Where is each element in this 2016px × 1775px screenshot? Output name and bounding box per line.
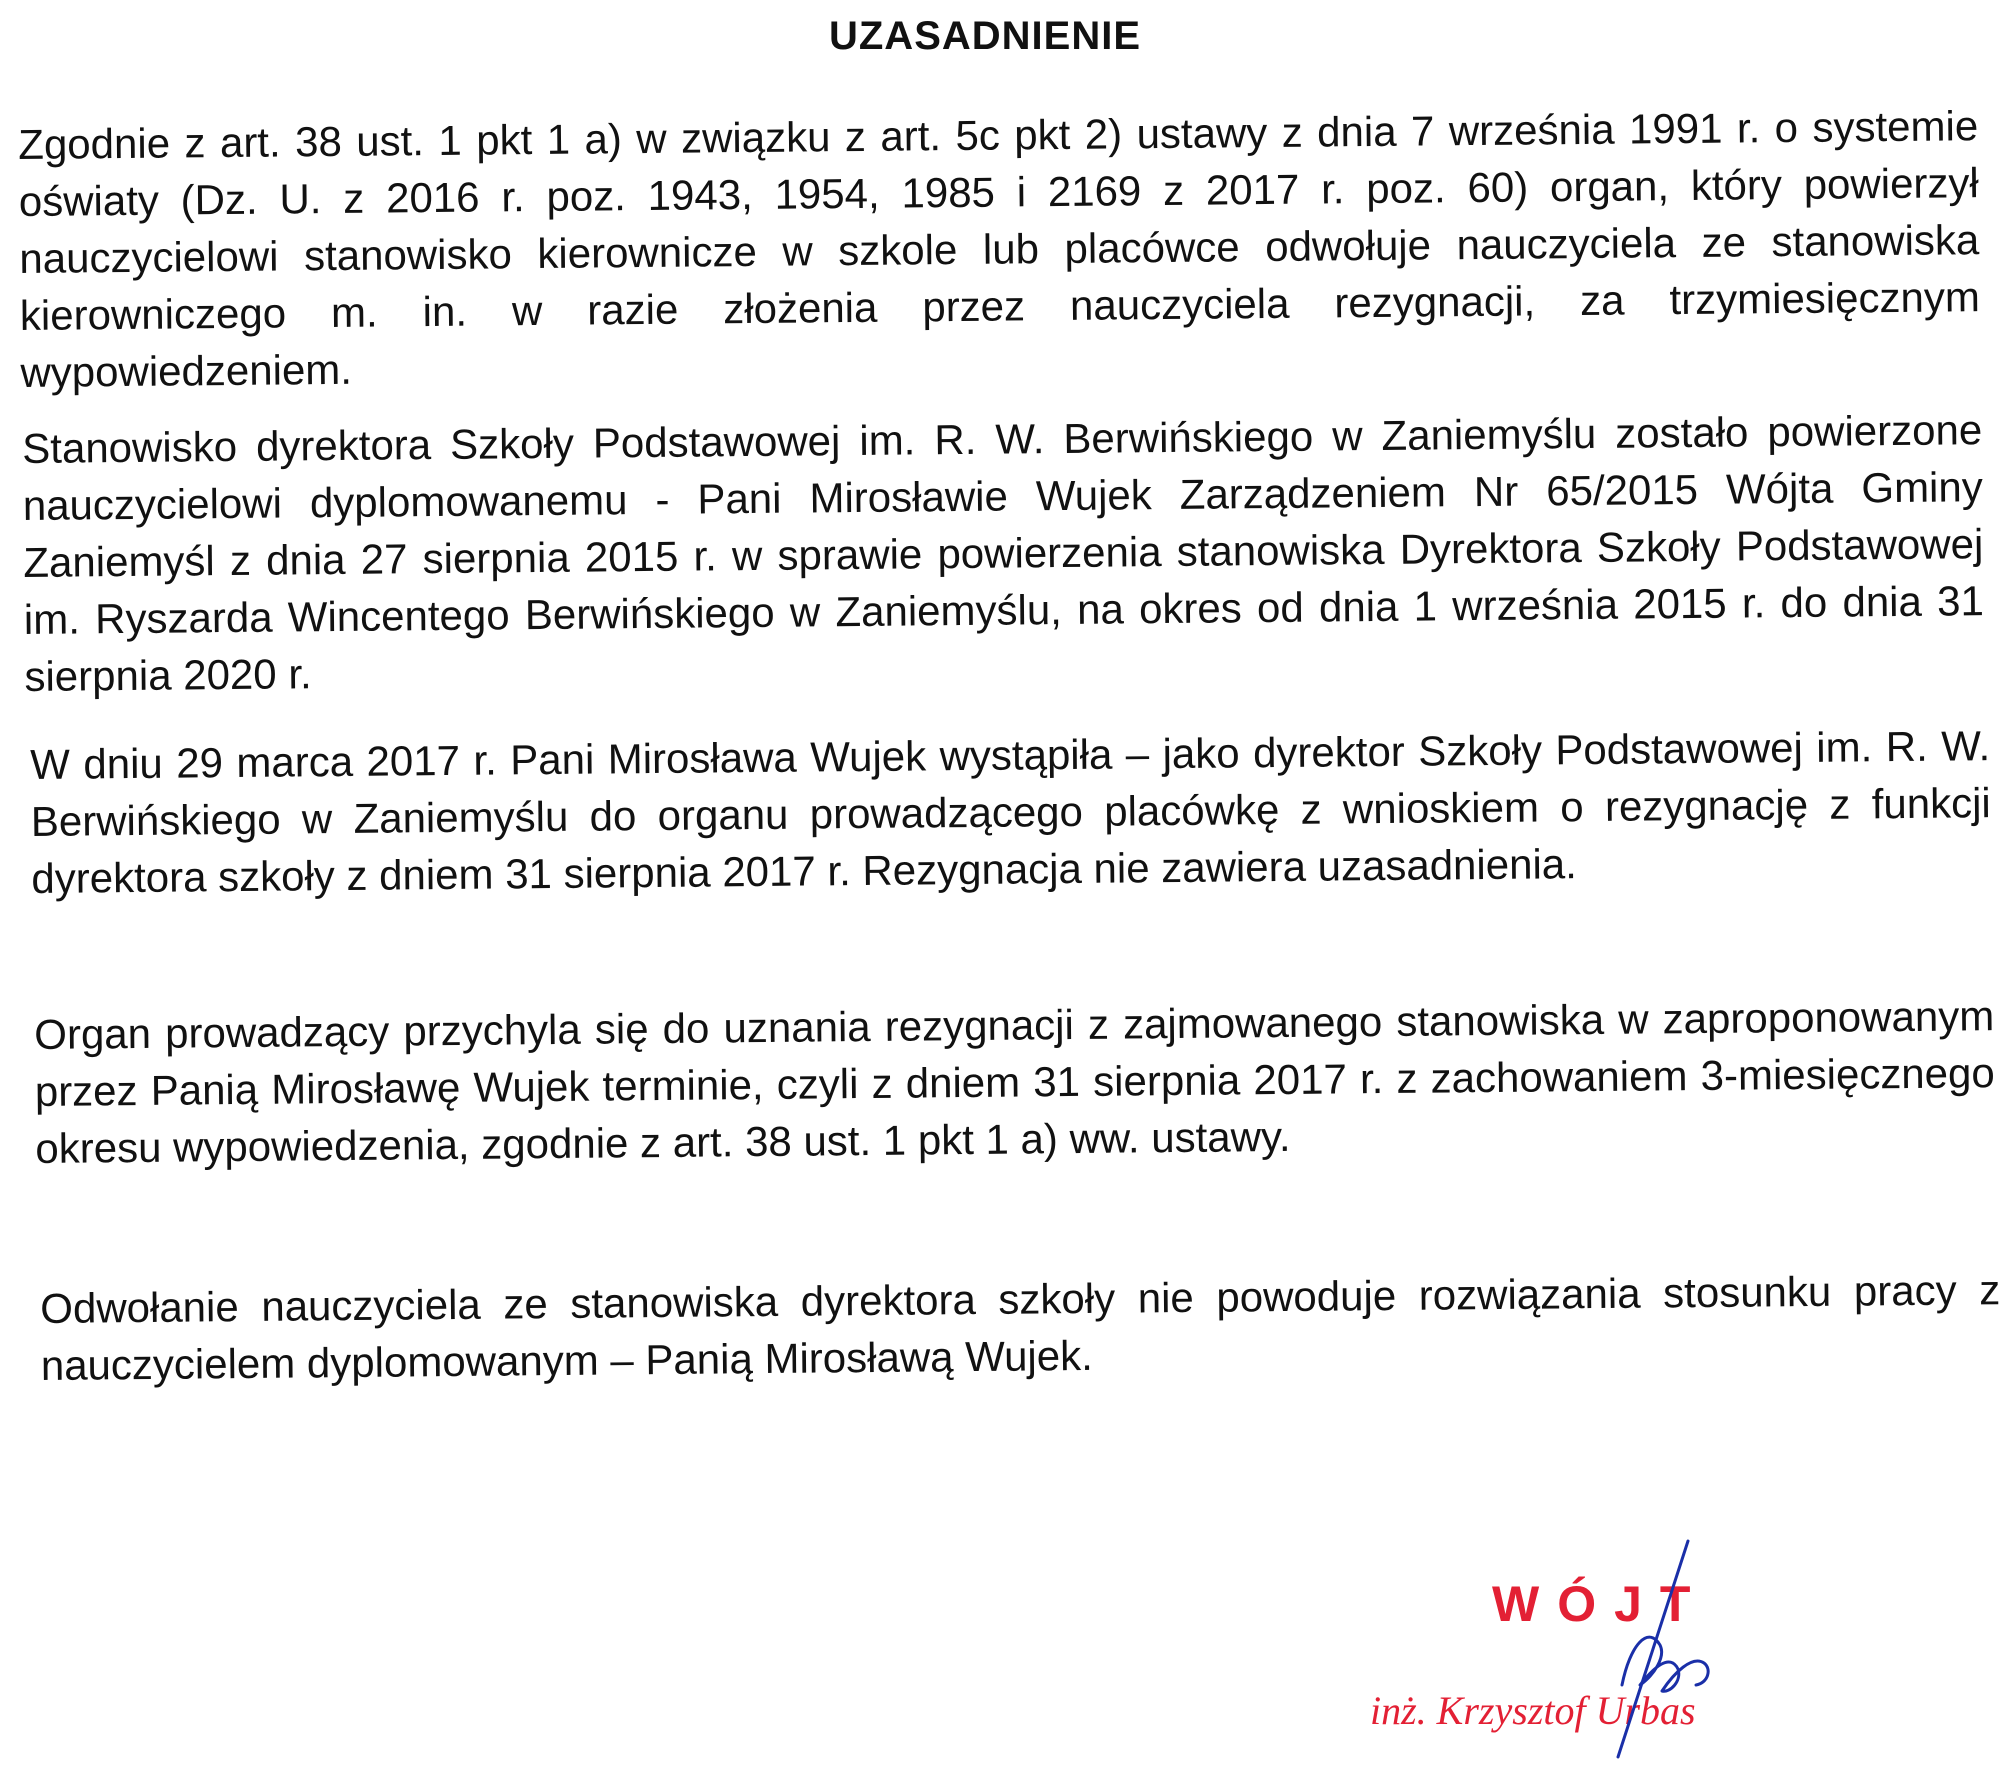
paragraph-employment: Odwołanie nauczyciela ze stanowiska dyrektora szkoły nie powoduje rozwiązania stosunku pracy z nauczycielem dyplomowanym – Panią Mirosławą Wujek. (40, 1266, 2001, 1389)
stamp-title: WÓJT (1492, 1576, 1709, 1632)
stamp-name: inż. Krzysztof Urbas (1370, 1688, 1696, 1733)
paragraph-legal-basis: Zgodnie z art. 38 ust. 1 pkt 1 a) w związku z art. 5c pkt 2) ustawy z dnia 7 września 1991 r. o systemie oświaty (Dz. U. z 2016 r. poz. 1943, 1954, 1985 i 2169 z 2017 r. poz. 60) organ, który powierzył nauczycielowi stanowisko kierownicze w szkole lub placówce odwołuje nauczyciela ze stanowiska kierowniczego m. in. w razie złożenia przez nauczyciela rezygnacji, za trzymiesięcznym wypowiedzeniem. (18, 102, 1981, 396)
paragraph-appointment: Stanowisko dyrektora Szkoły Podstawowej im. R. W. Berwińskiego w Zaniemyślu zostało powierzone nauczycielowi dyplomowanemu - Pani Mirosławie Wujek Zarządzeniem Nr 65/2015 Wójta Gminy Zaniemyśl z dnia 27 sierpnia 2015 r. w sprawie powierzenia stanowiska Dyrektora Szkoły Podstawowej im. Ryszarda Wincentego Berwińskiego w Zaniemyślu, na okres od dnia 1 września 2015 r. do dnia 31 sierpnia 2020 r. (22, 406, 1985, 700)
document-title: UZASADNIENIE (828, 14, 1142, 58)
handwritten-signature (1570, 1535, 1730, 1765)
paragraph-decision: Organ prowadzący przychyla się do uznania rezygnacji z zajmowanego stanowiska w zaproponowanym przez Panią Mirosławę Wujek terminie, czyli z dniem 31 sierpnia 2017 r. z zachowaniem 3-miesięcznego okresu wypowiedzenia, zgodnie z art. 38 ust. 1 pkt 1 a) ww. ustawy. (34, 992, 1995, 1172)
paragraph-resignation: W dniu 29 marca 2017 r. Pani Mirosława Wujek wystąpiła – jako dyrektor Szkoły Podstawowej im. R. W. Berwińskiego w Zaniemyślu do organu prowadzącego placówkę z wnioskiem o rezygnację z funkcji dyrektora szkoły z dniem 31 sierpnia 2017 r. Rezygnacja nie zawiera uzasadnienia. (30, 722, 1991, 902)
